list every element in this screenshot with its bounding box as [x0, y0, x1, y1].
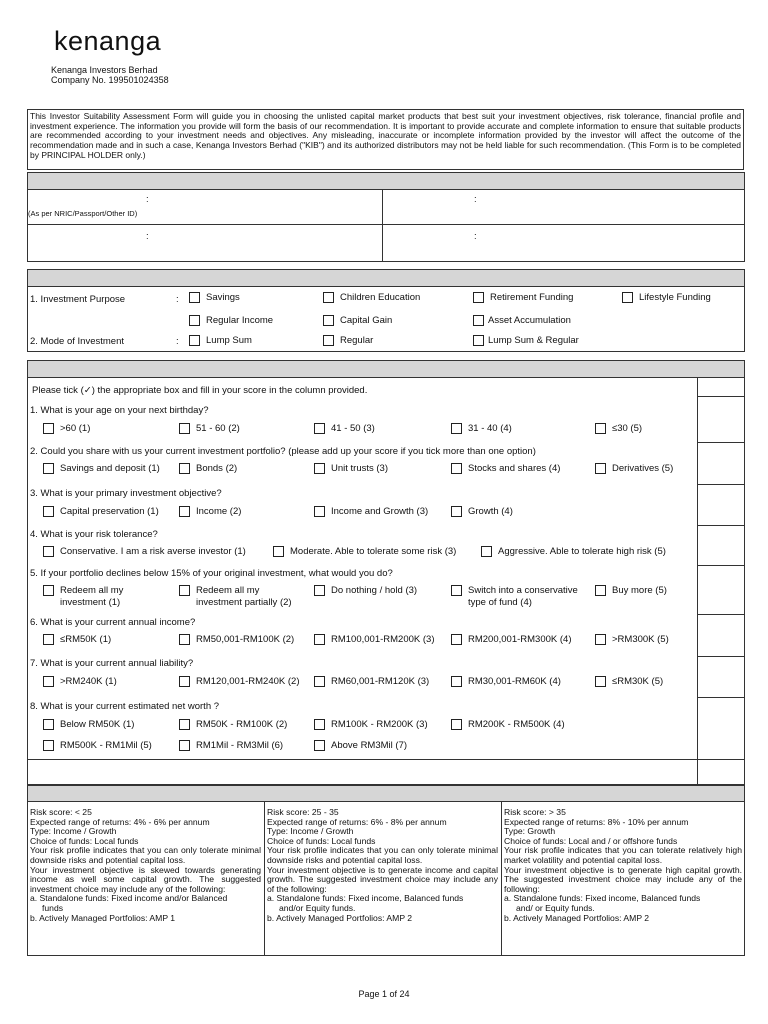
- question-8: 8. What is your current estimated net worth ?: [30, 701, 220, 712]
- question-7: 7. What is your current annual liability?: [30, 658, 194, 669]
- checkbox[interactable]: [179, 585, 190, 596]
- checkbox[interactable]: [273, 546, 284, 557]
- checkbox[interactable]: [179, 676, 190, 687]
- investment-purpose-label: 1. Investment Purpose: [30, 294, 126, 305]
- mode-of-investment-label: 2. Mode of Investment: [30, 336, 124, 347]
- question-6: 6. What is your current annual income?: [30, 617, 196, 628]
- checkbox[interactable]: [179, 719, 190, 730]
- checkbox[interactable]: [595, 676, 606, 687]
- colon: :: [176, 294, 179, 305]
- questionnaire-section-header: [27, 360, 745, 378]
- investment-section-header: [27, 269, 745, 287]
- details-section-header: [27, 172, 745, 190]
- intro-paragraph: This Investor Suitability Assessment Form will guide you in choosing the unlisted capital market products that best suit your investment objectives, risk tolerance, financial profile and investment experience. The information you provide will form the basis of our recommendation. It is important to provide accurate and complete information to ensure that suitable products are recommended according to your investment needs and objectives. Any misleading, inaccurate or incomplete information provided by the investor will affect the outcome of the recommendation made and in such a case, Kenanga Investors Berhad ("KIB") and its authorized distributors may not be held liable for such recommendation. (This Form is to be completed by PRINCIPAL HOLDER only.): [27, 109, 744, 170]
- checkbox[interactable]: [43, 546, 54, 557]
- instruction: Please tick (✓) the appropriate box and fill in your score in the column provided.: [32, 385, 368, 396]
- checkbox[interactable]: [189, 315, 200, 326]
- checkbox[interactable]: [43, 719, 54, 730]
- checkbox[interactable]: [179, 463, 190, 474]
- checkbox[interactable]: [189, 292, 200, 303]
- checkbox[interactable]: [314, 676, 325, 687]
- checkbox[interactable]: [314, 423, 325, 434]
- checkbox[interactable]: [323, 292, 334, 303]
- checkbox[interactable]: [43, 463, 54, 474]
- checkbox[interactable]: [595, 634, 606, 645]
- checkbox[interactable]: [43, 676, 54, 687]
- checkbox[interactable]: [473, 315, 484, 326]
- colon: :: [176, 336, 179, 347]
- question-4: 4. What is your risk tolerance?: [30, 529, 158, 540]
- checkbox[interactable]: [314, 463, 325, 474]
- field-colon: :: [146, 231, 149, 242]
- kenanga-logo: kenanga: [54, 26, 162, 56]
- risk-profile-low: Risk score: < 25 Expected range of returns: 4% - 6% per annum Type: Income / Growth Choice of funds: Local funds Your risk profile indicates that you can only tolerate minimal downside risks and potential capital loss. Your investment objective is skewed towards generating income as well some capital growth. The suggested investment choice may include any of the following: a. Standalone funds: Fixed income and/or Balanced funds b. Actively Managed Portfolios: AMP 1: [30, 807, 261, 923]
- name-colon: :: [146, 194, 149, 205]
- company-name: Kenanga Investors Berhad: [51, 65, 158, 75]
- checkbox[interactable]: [179, 740, 190, 751]
- checkbox[interactable]: [314, 719, 325, 730]
- checkbox[interactable]: [473, 292, 484, 303]
- checkbox[interactable]: [43, 423, 54, 434]
- checkbox[interactable]: [595, 463, 606, 474]
- checkbox[interactable]: [43, 506, 54, 517]
- checkbox[interactable]: [451, 634, 462, 645]
- checkbox[interactable]: [179, 506, 190, 517]
- company-number: Company No. 199501024358: [51, 75, 169, 85]
- checkbox[interactable]: [43, 585, 54, 596]
- field-colon: :: [474, 231, 477, 242]
- checkbox[interactable]: [473, 335, 484, 346]
- details-box: [27, 189, 745, 262]
- id-note: (As per NRIC/Passport/Other ID): [28, 209, 138, 218]
- checkbox[interactable]: [314, 585, 325, 596]
- risk-profile-high: Risk score: > 35 Expected range of returns: 8% - 10% per annum Type: Growth Choice of funds: Local and / or offshore funds Your risk profile indicates that you can tolerate relatively high market volatility and potential capital loss. Your investment objective is to generate high capital growth. The suggested investment choice may include any of the following: a. Standalone funds: Fixed income, Balanced funds and/ or Equity funds. b. Actively Managed Portfolios: AMP 2: [504, 807, 742, 923]
- checkbox[interactable]: [451, 676, 462, 687]
- checkbox[interactable]: [314, 740, 325, 751]
- checkbox[interactable]: [323, 335, 334, 346]
- field-colon: :: [474, 194, 477, 205]
- checkbox[interactable]: [179, 634, 190, 645]
- checkbox[interactable]: [189, 335, 200, 346]
- checkbox[interactable]: [314, 506, 325, 517]
- page-number: Page 1 of 24: [358, 989, 410, 999]
- checkbox[interactable]: [323, 315, 334, 326]
- checkbox[interactable]: [179, 423, 190, 434]
- checkbox[interactable]: [43, 740, 54, 751]
- checkbox[interactable]: [314, 634, 325, 645]
- checkbox[interactable]: [595, 585, 606, 596]
- checkbox[interactable]: [451, 585, 462, 596]
- checkbox[interactable]: [451, 506, 462, 517]
- checkbox[interactable]: [451, 463, 462, 474]
- company-info: [51, 65, 169, 85]
- checkbox[interactable]: [43, 634, 54, 645]
- checkbox[interactable]: [481, 546, 492, 557]
- question-1: 1. What is your age on your next birthday?: [30, 405, 209, 416]
- risk-profile-medium: Risk score: 25 - 35 Expected range of returns: 6% - 8% per annum Type: Income / Growth Choice of funds: Local funds Your risk profile indicates that you can only tolerate minimal downside risks and potential capital loss. Your investment objective is to generate income and capital growth. The suggested investment choice may include any of the following: a. Standalone funds: Fixed income, Balanced funds and/or Equity funds. b. Actively Managed Portfolios: AMP 2: [267, 807, 498, 923]
- question-3: 3. What is your primary investment objective?: [30, 488, 222, 499]
- checkbox[interactable]: [622, 292, 633, 303]
- question-2: 2. Could you share with us your current investment portfolio? (please add up your score if you tick more than one option): [30, 446, 536, 457]
- risk-profile-section-header: [27, 785, 745, 802]
- question-5: 5. If your portfolio declines below 15% of your original investment, what would you do?: [30, 568, 393, 579]
- checkbox[interactable]: [451, 719, 462, 730]
- checkbox[interactable]: [451, 423, 462, 434]
- checkbox[interactable]: [595, 423, 606, 434]
